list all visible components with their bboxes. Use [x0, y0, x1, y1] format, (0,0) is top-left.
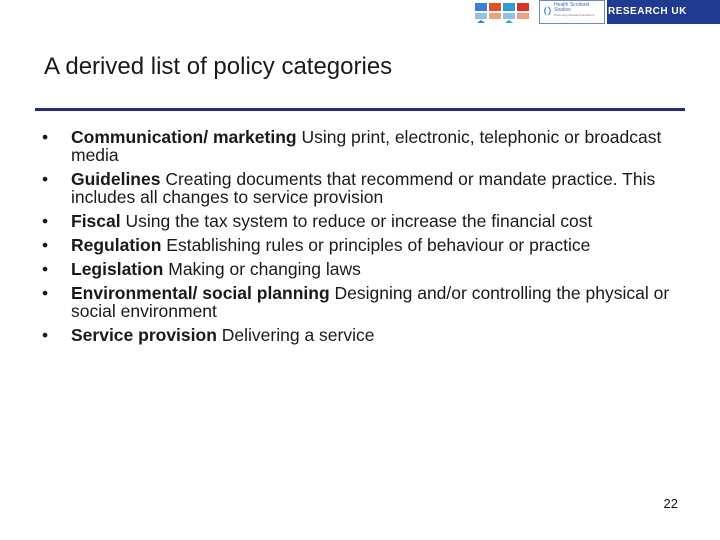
category-term: Legislation	[71, 259, 164, 279]
category-term: Guidelines	[71, 169, 161, 189]
page-number: 22	[663, 496, 678, 511]
category-description: Making or changing laws	[163, 259, 361, 279]
list-item	[38, 170, 678, 206]
category-term: Service provision	[71, 325, 217, 345]
list-item	[38, 236, 678, 254]
list-item	[38, 212, 678, 230]
brand-bar: RESEARCH UK	[607, 0, 720, 24]
category-description: Creating documents that recommend or mandate practice. This includes all changes to service provision	[71, 169, 656, 207]
category-description: Using the tax system to reduce or increase the financial cost	[120, 211, 593, 231]
swirl-logo-icon	[542, 5, 552, 17]
health-scotland-logo	[539, 0, 605, 24]
slide-title: A derived list of policy categories	[44, 53, 393, 80]
category-description: Designing and/or controlling the physical or social environment	[71, 283, 670, 321]
category-term: Regulation	[71, 235, 162, 255]
category-description: Using print, electronic, telephonic or broadcast media	[71, 127, 662, 165]
title-divider	[35, 108, 685, 111]
policy-category-list	[38, 128, 678, 350]
list-item	[38, 260, 678, 278]
category-description: Establishing rules or principles of behaviour or practice	[161, 235, 591, 255]
list-item	[38, 128, 678, 164]
category-term: Communication/ marketing	[71, 127, 297, 147]
category-term: Fiscal	[71, 211, 121, 231]
category-term: Environmental/ social planning	[71, 283, 330, 303]
logo-text: Health Scotland Studies	[554, 2, 590, 13]
list-item	[38, 284, 678, 320]
header-logos	[473, 0, 720, 26]
category-description: Delivering a service	[216, 325, 375, 345]
logo-subtext: Promoting Research Evidence	[554, 13, 595, 17]
list-item	[38, 326, 678, 344]
partner-logo-icon	[473, 2, 533, 24]
